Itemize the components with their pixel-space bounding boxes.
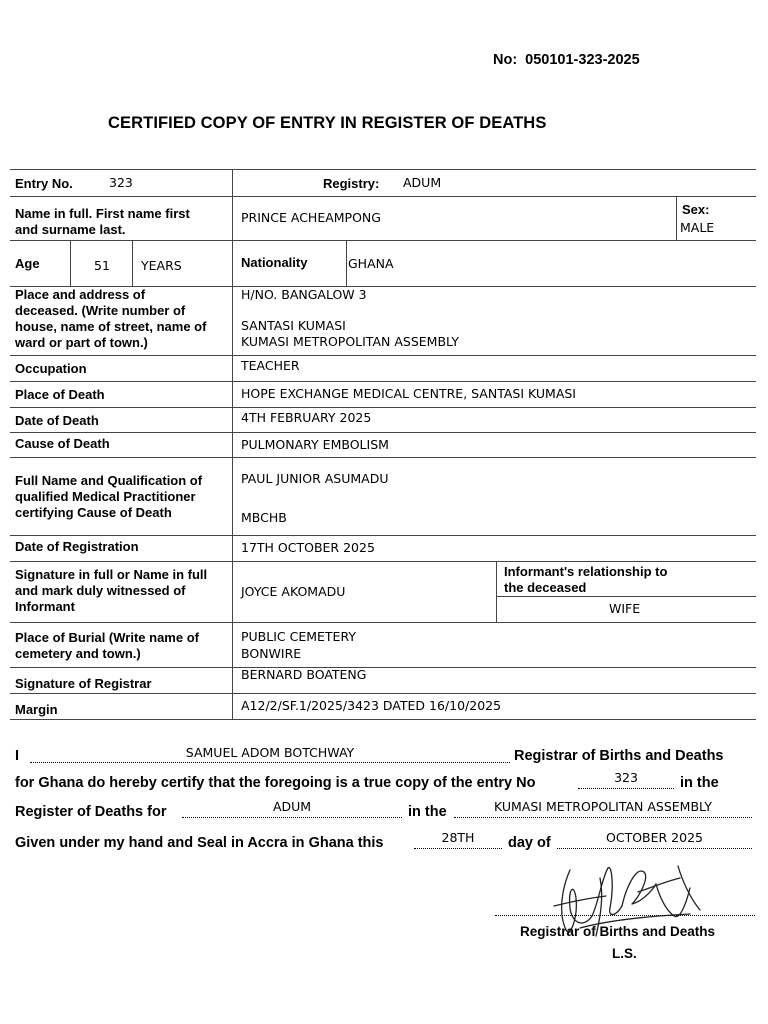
name-label-line: Name in full. First name first: [15, 206, 190, 221]
nationality-value: GHANA: [348, 256, 394, 271]
relationship-label: [504, 564, 667, 596]
row-divider: [10, 355, 756, 356]
row-divider: [10, 432, 756, 433]
burial-label-line: cemetery and town.): [15, 646, 141, 661]
row-divider: [10, 561, 756, 562]
seal-label: L.S.: [612, 946, 637, 961]
practitioner-qualification: MBCHB: [241, 510, 287, 525]
practitioner-label-line: qualified Medical Practitioner: [15, 489, 196, 504]
place-of-death-value: HOPE EXCHANGE MEDICAL CENTRE, SANTASI KUMASI: [241, 386, 576, 401]
document-title: CERTIFIED COPY OF ENTRY IN REGISTER OF DEATHS: [108, 114, 547, 132]
cert-entry-no: 323: [614, 770, 638, 785]
address-label-line: Place and address of: [15, 287, 146, 302]
cert-registrar-title: Registrar of Births and Deaths: [514, 748, 724, 764]
age-column-divider: [132, 240, 133, 286]
cause-of-death-label: Cause of Death: [15, 436, 110, 451]
margin-label: Margin: [15, 702, 58, 717]
cert-month-year: OCTOBER 2025: [606, 830, 703, 845]
date-of-death-label: Date of Death: [15, 413, 99, 428]
age-unit: YEARS: [141, 258, 182, 273]
relationship-label-line: Informant's relationship to: [504, 564, 668, 579]
relationship-value: WIFE: [609, 601, 641, 616]
cert-in-the: in the: [680, 775, 719, 791]
name-value: PRINCE ACHEAMPONG: [241, 210, 381, 225]
relationship-divider: [496, 596, 756, 597]
informant-label-line: Informant: [15, 599, 75, 614]
practitioner-label: [15, 473, 202, 521]
column-divider: [232, 169, 233, 719]
row-divider: [10, 693, 756, 694]
name-label: [15, 206, 190, 238]
cert-registry: ADUM: [272, 799, 312, 814]
dotted-line: [182, 817, 402, 818]
sex-column-divider: [676, 196, 677, 240]
age-column-divider: [70, 240, 71, 286]
burial-line-2: BONWIRE: [241, 646, 302, 661]
registrar-signature-value: BERNARD BOATENG: [241, 667, 367, 682]
signature-dotted-line: [495, 915, 755, 916]
dotted-line: [557, 848, 752, 849]
informant-label-line: Signature in full or Name in full: [15, 567, 208, 582]
practitioner-label-line: certifying Cause of Death: [15, 505, 172, 520]
cert-line-3: Register of Deaths for: [15, 804, 167, 820]
registry-label: Registry:: [323, 176, 380, 191]
place-of-death-label: Place of Death: [15, 387, 105, 402]
nationality-label: Nationality: [241, 255, 308, 270]
relationship-label-line: the deceased: [504, 580, 587, 595]
certificate-number-label: No:: [493, 52, 518, 68]
name-label-line: and surname last.: [15, 222, 126, 237]
row-divider: [10, 457, 756, 458]
dotted-line: [30, 762, 510, 763]
address-label-line: house, name of street, name of: [15, 319, 207, 334]
registry-value: ADUM: [403, 175, 442, 190]
cert-line-4: Given under my hand and Seal in Accra in Ghana this: [15, 835, 384, 851]
date-of-registration-label: Date of Registration: [15, 539, 139, 554]
nationality-column-divider: [346, 240, 347, 286]
burial-label: [15, 630, 199, 662]
dotted-line: [578, 788, 674, 789]
dotted-line: [414, 848, 502, 849]
address-line-2: SANTASI KUMASI: [241, 318, 346, 333]
row-divider: [10, 407, 756, 408]
row-divider: [10, 622, 756, 623]
row-divider: [10, 169, 756, 170]
cert-assembly: KUMASI METROPOLITAN ASSEMBLY: [494, 799, 712, 814]
date-of-death-value: 4TH FEBRUARY 2025: [241, 410, 372, 425]
row-divider: [10, 719, 756, 720]
address-label: [15, 287, 206, 351]
sex-label: Sex:: [682, 202, 710, 217]
occupation-value: TEACHER: [241, 358, 300, 373]
burial-line-1: PUBLIC CEMETERY: [241, 629, 356, 644]
practitioner-name: PAUL JUNIOR ASUMADU: [241, 471, 389, 486]
burial-label-line: Place of Burial (Write name of: [15, 630, 199, 645]
occupation-label: Occupation: [15, 361, 87, 376]
row-divider: [10, 196, 756, 197]
address-label-line: ward or part of town.): [15, 335, 148, 350]
age-label: Age: [15, 256, 40, 271]
dotted-line: [454, 817, 752, 818]
date-of-registration-value: 17TH OCTOBER 2025: [241, 540, 375, 555]
cert-line-2: for Ghana do hereby certify that the foregoing is a true copy of the entry No: [15, 775, 536, 791]
address-line-3: KUMASI METROPOLITAN ASSEMBLY: [241, 334, 459, 349]
registrar-signature-label: Signature of Registrar: [15, 676, 152, 691]
row-divider: [10, 667, 756, 668]
sex-value: MALE: [680, 220, 715, 235]
cause-of-death-value: PULMONARY EMBOLISM: [241, 437, 389, 452]
informant-label-line: and mark duly witnessed of: [15, 583, 186, 598]
entry-no-value: 323: [109, 175, 133, 190]
margin-value: A12/2/SF.1/2025/3423 DATED 16/10/2025: [241, 698, 502, 713]
entry-no-label: Entry No.: [15, 176, 73, 191]
cert-i-label: I: [15, 748, 20, 764]
cert-day: 28TH: [441, 830, 475, 845]
row-divider: [10, 240, 756, 241]
address-label-line: deceased. (Write number of: [15, 303, 186, 318]
informant-label: [15, 567, 207, 615]
age-value: 51: [94, 258, 110, 273]
informant-value: JOYCE AKOMADU: [241, 584, 346, 599]
cert-in-the-2: in the: [408, 804, 447, 820]
certificate-number-value: 050101-323-2025: [525, 52, 640, 68]
cert-registrar-name: SAMUEL ADOM BOTCHWAY: [185, 745, 355, 760]
relationship-column-divider: [496, 561, 497, 622]
practitioner-label-line: Full Name and Qualification of: [15, 473, 203, 488]
cert-day-of: day of: [508, 835, 551, 851]
row-divider: [10, 535, 756, 536]
footer-registrar-title: Registrar of Births and Deaths: [520, 924, 716, 939]
row-divider: [10, 381, 756, 382]
address-line-1: H/NO. BANGALOW 3: [241, 287, 367, 302]
